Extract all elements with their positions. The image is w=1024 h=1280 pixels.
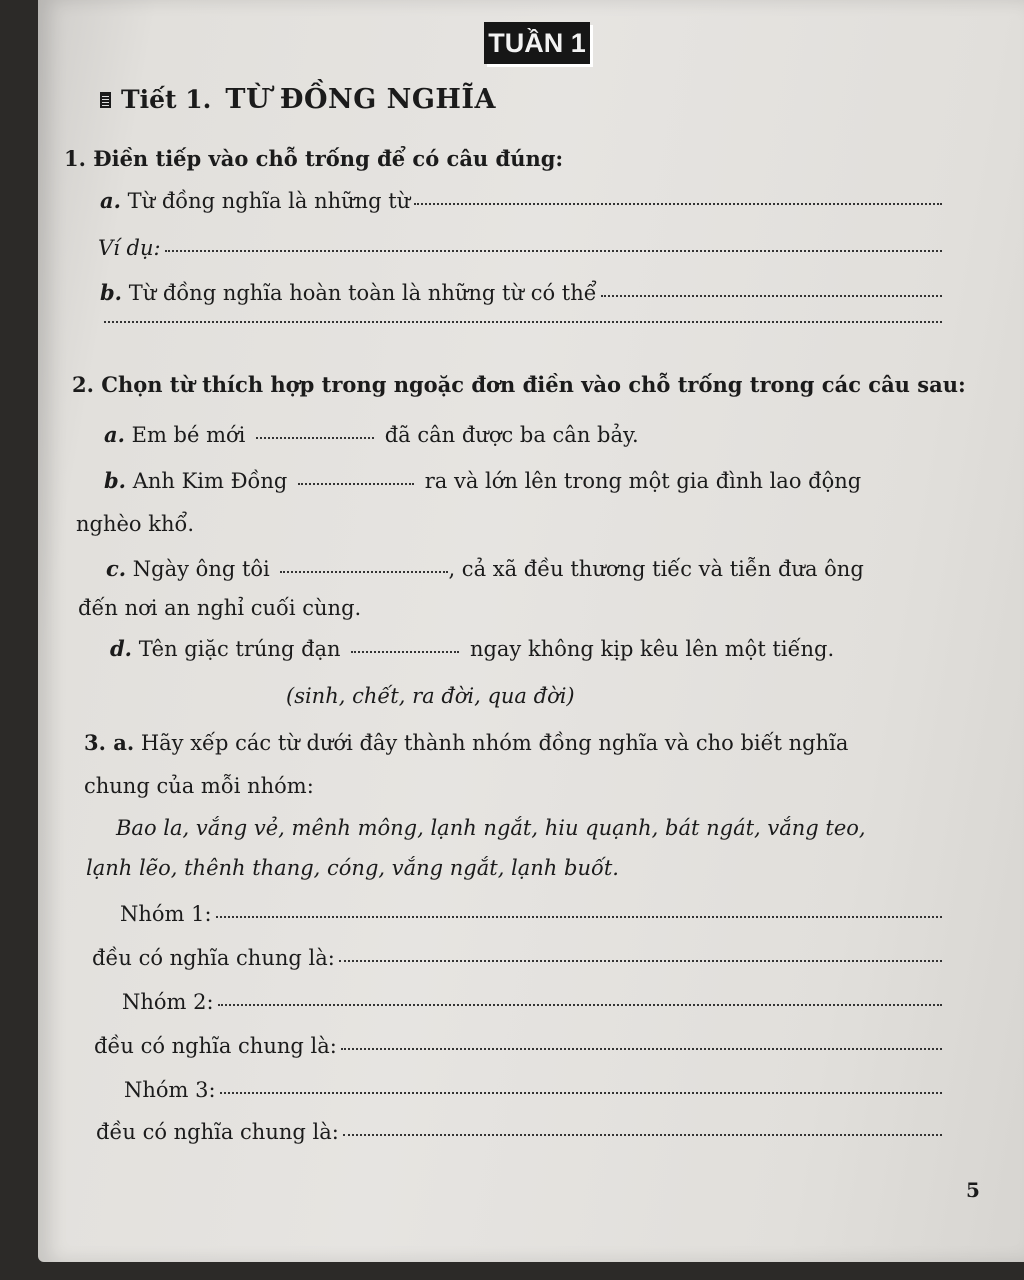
q2-stem-text: 2. Chọn từ thích hợp trong ngoặc đơn điền vào chỗ trống trong các câu sau: — [72, 372, 966, 397]
q2d-label: d. — [110, 636, 132, 661]
q2c-line — [106, 556, 864, 581]
q2-stem — [72, 372, 966, 397]
q1a-text: Từ đồng nghĩa là những từ — [127, 189, 411, 213]
q1a-answer-blank[interactable] — [414, 203, 942, 205]
group2-blank[interactable] — [218, 1004, 942, 1006]
q1b-continue-line — [104, 324, 942, 348]
q2d-before: Tên giặc trúng đạn — [138, 637, 341, 661]
meaning1-label: đều có nghĩa chung là: — [92, 946, 335, 970]
q2c-continue: đến nơi an nghỉ cuối cùng. — [78, 596, 362, 620]
meaning1-line — [92, 946, 942, 970]
meaning2-blank[interactable] — [341, 1048, 942, 1050]
q2c-after: , cả xã đều thương tiếc và tiễn đưa ông — [448, 557, 864, 581]
q1a-label: a. — [100, 188, 121, 213]
group1-line — [120, 902, 942, 926]
q2d-blank[interactable] — [351, 651, 459, 653]
group1-blank[interactable] — [216, 916, 942, 918]
lesson-heading — [100, 84, 496, 115]
workbook-page — [38, 0, 1024, 1262]
group2-label: Nhóm 2: — [122, 990, 214, 1014]
group2-line — [122, 990, 942, 1014]
meaning3-line — [96, 1120, 942, 1144]
q3-word-list-2: lạnh lẽo, thênh thang, cóng, vắng ngắt, lạnh buốt. — [86, 856, 619, 880]
q2d-after: ngay không kịp kêu lên một tiếng. — [469, 637, 835, 661]
document-icon — [100, 92, 111, 108]
meaning1-blank[interactable] — [339, 960, 942, 962]
q3-stem-continue: chung của mỗi nhóm: — [84, 774, 314, 798]
q1b-label: b. — [100, 280, 122, 305]
q2a-after: đã cân được ba cân bảy. — [384, 423, 639, 447]
q1-example-label: Ví dụ: — [98, 236, 161, 260]
meaning3-blank[interactable] — [343, 1134, 942, 1136]
q1-stem — [64, 146, 563, 171]
q2b-after: ra và lớn lên trong một gia đình lao động — [424, 469, 862, 493]
q2a-before: Em bé mới — [131, 423, 246, 447]
q2b-before: Anh Kim Đồng — [132, 469, 288, 493]
q1-stem-text: 1. Điền tiếp vào chỗ trống để có câu đúng: — [64, 146, 564, 171]
q2a-label: a. — [104, 422, 125, 447]
q2b-continue: nghèo khổ. — [76, 512, 195, 536]
q1-example-blank[interactable] — [165, 250, 942, 252]
q1b-answer-blank-2[interactable] — [104, 321, 942, 323]
q1b-line — [100, 280, 942, 305]
group3-blank[interactable] — [220, 1092, 942, 1094]
q2b-blank[interactable] — [298, 483, 414, 485]
page-number: 5 — [966, 1178, 980, 1202]
q1b-text: Từ đồng nghĩa hoàn toàn là những từ có thể — [128, 281, 597, 305]
q2c-label: c. — [106, 556, 127, 581]
q3-word-list-1: Bao la, vắng vẻ, mênh mông, lạnh ngắt, hiu quạnh, bát ngát, vắng teo, — [116, 816, 866, 840]
q3-stem-text: Hãy xếp các từ dưới đây thành nhóm đồng nghĩa và cho biết nghĩa — [140, 731, 849, 755]
q2a-line — [104, 422, 639, 447]
q2d-line — [110, 636, 834, 661]
q2b-line — [104, 468, 861, 493]
lesson-title: TỪ ĐỒNG NGHĨA — [225, 84, 496, 115]
q2-options: (sinh, chết, ra đời, qua đời) — [286, 684, 575, 708]
q2c-blank[interactable] — [280, 571, 448, 573]
q2b-label: b. — [104, 468, 126, 493]
q1b-answer-blank[interactable] — [601, 295, 942, 297]
meaning3-label: đều có nghĩa chung là: — [96, 1120, 339, 1144]
week-banner: TUẦN 1 — [484, 22, 590, 64]
group3-label: Nhóm 3: — [124, 1078, 216, 1102]
group1-label: Nhóm 1: — [120, 902, 212, 926]
meaning2-line — [94, 1034, 942, 1058]
q3-stem — [84, 730, 848, 755]
q1-example-line — [98, 236, 942, 260]
q2a-blank[interactable] — [256, 437, 374, 439]
group3-line — [124, 1078, 942, 1102]
q1a-line — [100, 188, 942, 213]
lesson-number: Tiết 1. — [121, 85, 212, 114]
q3-number: 3. a. — [84, 730, 135, 755]
q2c-before: Ngày ông tôi — [132, 557, 270, 581]
meaning2-label: đều có nghĩa chung là: — [94, 1034, 337, 1058]
